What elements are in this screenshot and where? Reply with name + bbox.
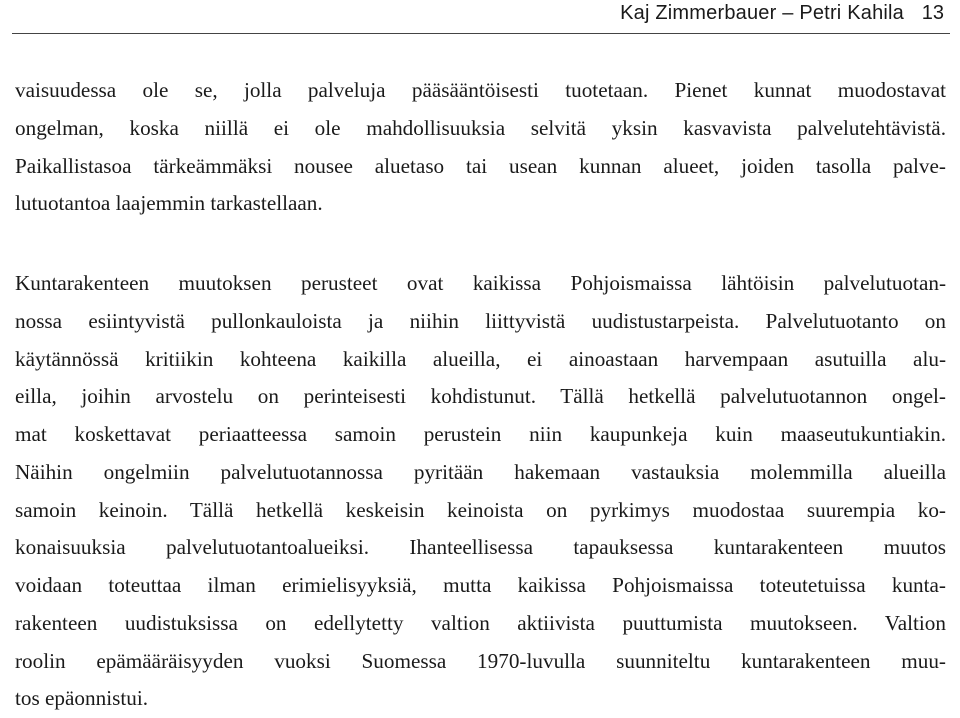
text-line: ongelman, koska niillä ei ole mahdollisuuksia selvitä yksin kasvavista palvelutehtävistä. xyxy=(15,115,946,140)
running-header-authors: Kaj Zimmerbauer – Petri Kahila xyxy=(620,2,904,24)
text-line: Näihin ongelmiin palvelutuotannossa pyritään hakemaan vastauksia molemmilla alueilla xyxy=(15,459,946,484)
text-line: käytännössä kritiikin kohteena kaikilla alueilla, ei ainoastaan harvempaan asutuilla alu- xyxy=(15,346,946,371)
text-line: tos epäonnistui. xyxy=(15,686,149,711)
text-line: voidaan toteuttaa ilman erimielisyyksiä, mutta kaikissa Pohjoismaissa toteutetuissa kunta- xyxy=(15,573,946,597)
text-line: rakenteen uudistuksissa on edellytetty valtion aktiivista puuttumista muutokseen. Valtion xyxy=(15,610,946,635)
text-line: Paikallistasoa tärkeämmäksi nousee aluetaso tai usean kunnan alueet, joiden tasolla palve- xyxy=(15,153,946,178)
text-line: vaisuudessa ole se, jolla palveluja pääsääntöisesti tuotetaan. Pienet kunnat muodostavat xyxy=(15,78,946,102)
page-header xyxy=(0,0,960,34)
text-line: samoin keinoin. Tällä hetkellä keskeisin keinoista on pyrkimys muodostaa suurempia ko- xyxy=(15,497,946,522)
text-line: lutuotantoa laajemmin tarkastellaan. xyxy=(15,191,323,216)
paragraph-2 xyxy=(15,265,946,718)
header-divider xyxy=(12,33,950,34)
page-number: 13 xyxy=(921,2,944,24)
text-line: eilla, joihin arvostelu on perinteisesti kohdistunut. Tällä hetkellä palvelutuotannon ongel- xyxy=(15,384,946,409)
paragraph-1 xyxy=(15,72,946,223)
text-line: nossa esiintyvistä pullonkauloista ja niihin liittyvistä uudistustarpeista. Palvelutuotanto on xyxy=(15,308,946,333)
text-line: Kuntarakenteen muutoksen perusteet ovat kaikissa Pohjoismaissa lähtöisin palvelutuotan- xyxy=(15,271,946,295)
text-line: roolin epämääräisyyden vuoksi Suomessa 1970-luvulla suunniteltu kuntarakenteen muu- xyxy=(15,648,946,673)
text-line: konaisuuksia palvelutuotantoalueiksi. Ihanteellisessa tapauksessa kuntarakenteen muutos xyxy=(15,535,946,560)
text-line: mat koskettavat periaatteessa samoin perustein niin kaupunkeja kuin maaseutukuntiakin. xyxy=(15,422,946,446)
